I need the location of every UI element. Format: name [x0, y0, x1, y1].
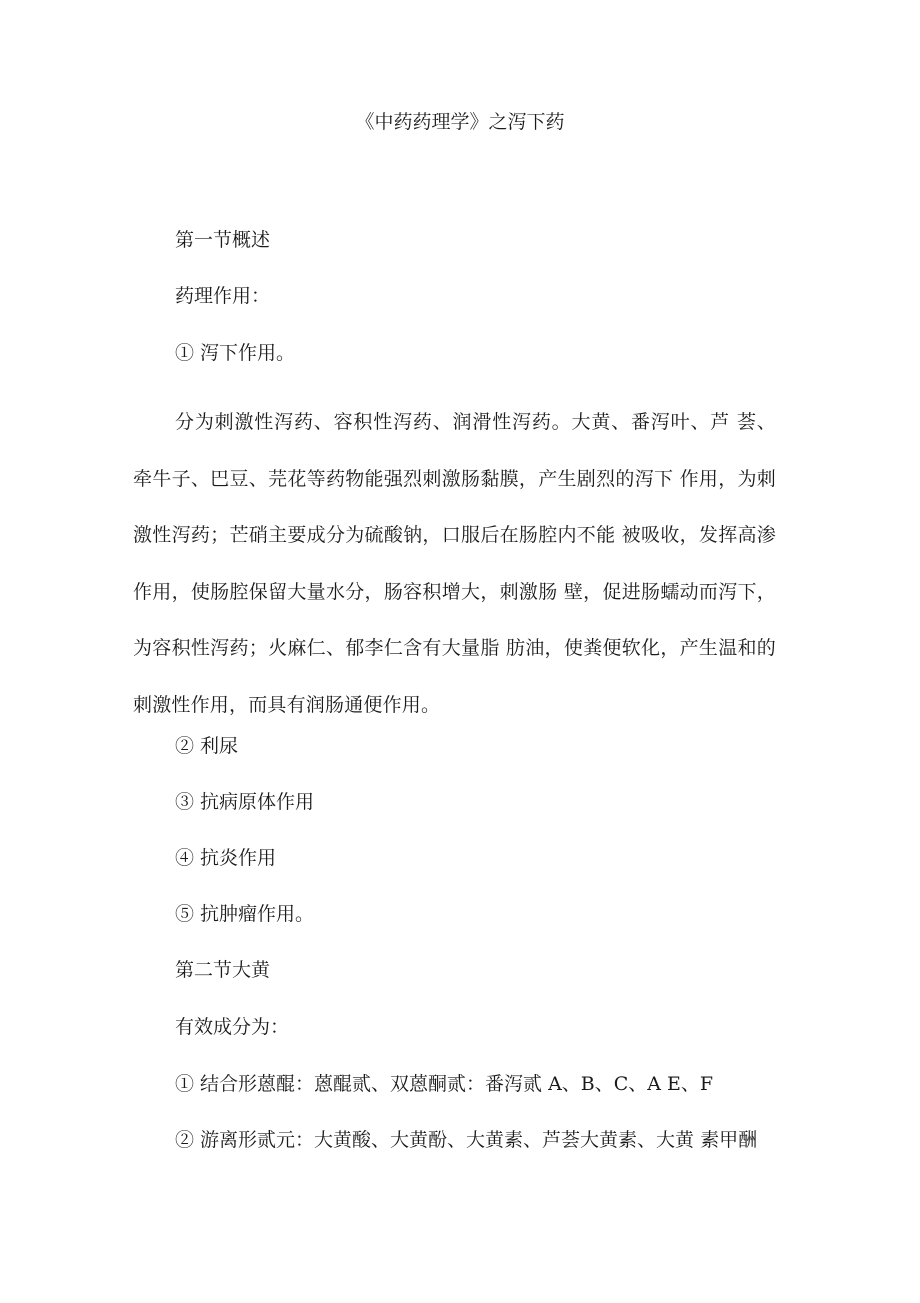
section-heading-rhubarb: 第二节大黄 [175, 959, 271, 981]
list-item-antipathogen: ③ 抗病原体作用 [175, 791, 315, 813]
list-item-antitumor: ⑤ 抗肿瘤作用。 [175, 903, 315, 925]
list-item-anti-inflammatory: ④ 抗炎作用 [175, 847, 277, 869]
document-title: 《中药药理学》之泻下药 [355, 111, 565, 133]
section-heading-overview: 第一节概述 [175, 229, 271, 251]
pharmacology-label: 药理作用： [175, 285, 271, 307]
list-item-free-aglycone: ② 游离形贰元：大黄酸、大黄酚、大黄素、芦荟大黄素、大黄 素甲酬 [175, 1129, 758, 1151]
components-label: 有效成分为： [175, 1016, 290, 1038]
purgative-paragraph: 分为刺激性泻药、容积性泻药、润滑性泻药。大黄、番泻叶、芦 荟、牵牛子、巴豆、芫花等药物能强烈刺激肠黏膜，产生剧烈的泻下 作用，为刺激性泻药；芒硝主要成分为硫酸钠，口服后在肠腔内不能 被吸收，发挥高渗作用，使肠腔保留大量水分，肠容积增大，刺激肠 壁，促进肠蠕动而泻下，为容积性泻药；火麻仁、郁李仁含有大量脂 肪油，使粪便软化，产生温和的刺激性作用，而具有润肠通便作用。 [133, 411, 776, 716]
list-item-bound-anthraquinone: ① 结合形蒽醌：蒽醌贰、双蒽酮贰：番泻贰 A、B、C、A E、F [175, 1073, 714, 1095]
list-item-diuretic: ② 利尿 [175, 735, 239, 757]
list-item-purgative: ① 泻下作用。 [175, 342, 296, 364]
